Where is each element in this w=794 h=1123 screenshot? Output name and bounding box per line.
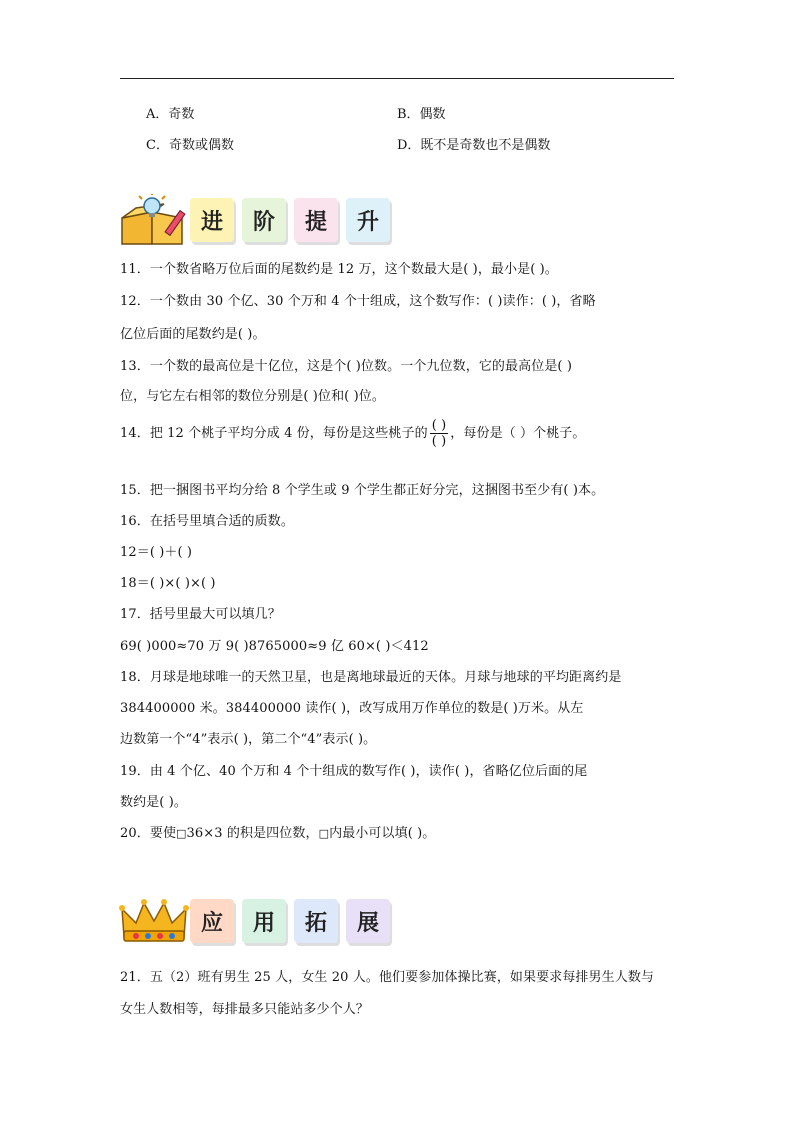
question-20-mid: 36×3 的积是四位数，	[186, 826, 319, 841]
fraction-blank[interactable]: $\frac{( )}{( )}$	[431, 418, 447, 449]
choice-c[interactable]: C．奇数或偶数	[146, 138, 234, 153]
question-18-line2: 384400000 米。384400000 读作( )，改写成用万作单位的数是( )万米。从左	[120, 701, 584, 716]
question-18-line3: 边数第一个“4”表示( )，第二个“4”表示( )。	[120, 732, 377, 747]
header-rule	[120, 78, 674, 79]
choice-a[interactable]: A．奇数	[146, 107, 195, 122]
question-16-part1: 12＝( )＋( )	[120, 545, 193, 560]
question-14-text: 14．把 12 个桃子平均分成 4 份，每份是这些桃子的	[120, 426, 428, 441]
question-12-line2: 亿位后面的尾数约是( )。	[120, 327, 266, 342]
section-banner-advanced	[118, 194, 408, 248]
tile-6: 用	[242, 899, 286, 943]
question-15: 15．把一捆图书平均分给 8 个学生或 9 个学生都正好分完，这捆图书至少有( )本。	[120, 483, 605, 498]
question-12-line1: 12．一个数由 30 个亿、30 个万和 4 个十组成，这个数写作：( )读作：( )，省略	[120, 294, 596, 309]
question-11: 11．一个数省略万位后面的尾数约是 12 万，这个数最大是( )，最小是( )。	[120, 262, 558, 277]
question-20-text: 20．要使	[120, 826, 177, 841]
tile-1: 进	[190, 198, 234, 242]
question-21-line2: 女生人数相等，每排最多只能站多少个人？	[120, 1002, 369, 1017]
tile-8: 展	[346, 899, 390, 943]
question-20	[120, 822, 435, 841]
question-20-tail: 内最小可以填( )。	[329, 826, 436, 841]
choice-b[interactable]: B．偶数	[397, 107, 446, 122]
question-16-part2: 18＝( )×( )×( )	[120, 576, 216, 591]
question-14	[120, 418, 586, 449]
question-17-parts: 69( )000≈70 万 9( )8765000≈9 亿 60×( )＜412	[120, 639, 429, 654]
section-banner-application	[118, 895, 408, 949]
question-21-line1: 21．五（2）班有男生 25 人，女生 20 人。他们要参加体操比赛，如果要求每排男生人数与	[120, 970, 655, 985]
question-18-line1: 18．月球是地球唯一的天然卫星，也是离地球最近的天体。月球与地球的平均距离约是	[120, 670, 622, 685]
crown-icon	[118, 895, 190, 949]
question-17: 17．括号里最大可以填几？	[120, 607, 281, 622]
tile-4: 升	[346, 198, 390, 242]
square-box-icon-2: □	[318, 827, 330, 840]
question-19-line2: 数约是( )。	[120, 795, 187, 810]
question-19-line1: 19．由 4 个亿、40 个万和 4 个十组成的数写作( )，读作( )，省略亿位后面的尾	[120, 764, 588, 779]
choice-d[interactable]: D．既不是奇数也不是偶数	[397, 138, 551, 153]
question-13-line2: 位，与它左右相邻的数位分别是( )位和( )位。	[120, 389, 385, 404]
tile-7: 拓	[294, 899, 338, 943]
question-13-line1: 13．一个数的最高位是十亿位，这是个( )位数。一个九位数，它的最高位是( )	[120, 359, 572, 374]
question-16: 16．在括号里填合适的质数。	[120, 514, 294, 529]
tile-5: 应	[190, 899, 234, 943]
tile-2: 阶	[242, 198, 286, 242]
square-box-icon: □	[176, 827, 187, 840]
idea-box-icon	[118, 194, 190, 248]
tile-3: 提	[294, 198, 338, 242]
question-14-tail: ，每份是（ ）个桃子。	[450, 426, 586, 441]
